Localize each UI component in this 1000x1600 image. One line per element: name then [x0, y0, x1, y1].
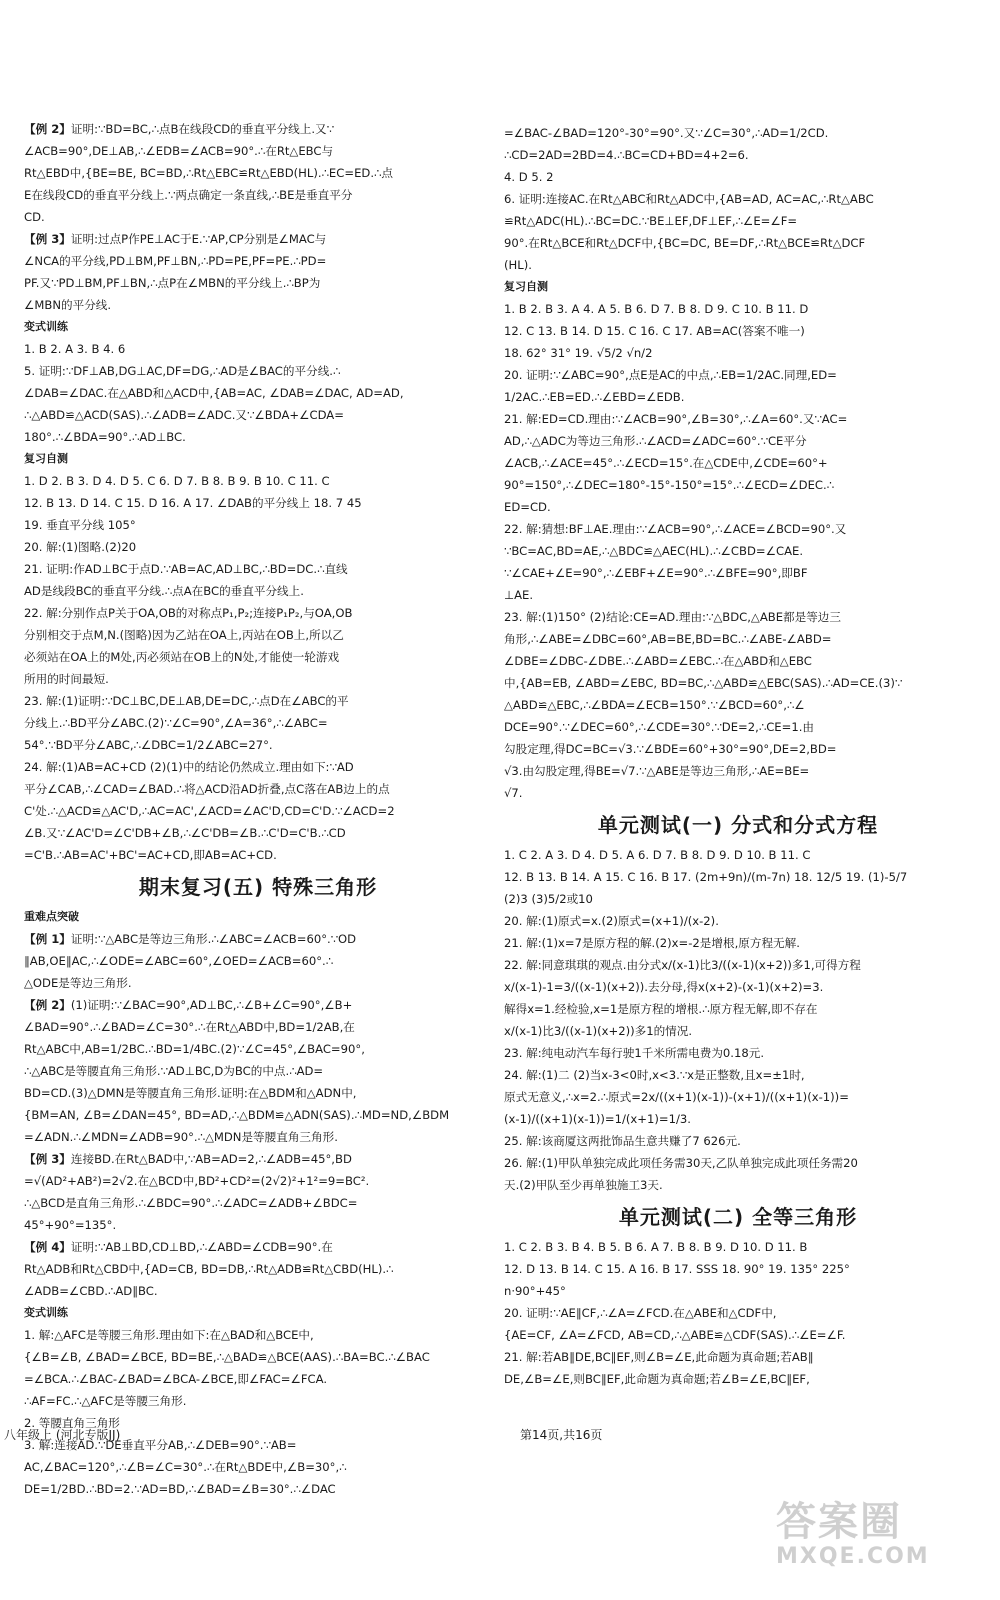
answer-text: △ABD≌△EBC,∴∠BDA=∠ECB=150°.∵∠BCD=60°,∴∠	[504, 698, 805, 712]
answer-text: 连接BD.在Rt△BAD中,∵AB=AD=2,∴∠ADB=45°,BD	[70, 1152, 352, 1166]
answer-text: 22. 解:同意琪琪的观点.由分式x/(x-1)比3/((x-1)(x+2))多1,可得方程	[504, 958, 861, 972]
answer-text: ∴AF=FC.∴△AFC是等腰三角形.	[24, 1394, 187, 1408]
example-label: 【例 3】	[24, 232, 71, 246]
answer-text: 12. D 13. B 14. C 15. A 16. B 17. SSS 18. 90° 19. 135° 225°	[504, 1262, 850, 1276]
answer-line	[24, 778, 492, 800]
answer-text: 必须站在OA上的M处,丙必须站在OB上的N处,才能使一轮游戏	[24, 650, 340, 664]
answer-text: (2)3 (3)5/2或10	[504, 892, 593, 906]
answer-line	[504, 1174, 972, 1196]
answer-text: 证明:∵AB⊥BD,CD⊥BD,∴∠ABD=∠CDB=90°.在	[70, 1240, 333, 1254]
answer-text: 21. 解:ED=CD.理由:∵∠ACB=90°,∠B=30°,∴∠A=60°.又∵AC=	[504, 412, 848, 426]
answer-text: 平分∠CAB,∴∠CAD=∠BAD.∴将△ACD沿AD折叠,点C落在AB边上的点	[24, 782, 390, 796]
answer-line	[24, 1214, 492, 1236]
answer-line	[24, 1060, 492, 1082]
answer-line	[24, 994, 492, 1016]
answer-text: ∴△BCD是直角三角形.∴∠BDC=90°.∴∠ADC=∠ADB+∠BDC=	[24, 1196, 358, 1210]
answer-text: x/(x-1)-1=3/((x-1)(x+2)).去分母,得x(x+2)-(x-1)(x+2)=3.	[504, 980, 824, 994]
answer-line	[24, 140, 492, 162]
answer-line	[24, 228, 492, 250]
answer-text: 12. C 13. B 14. D 15. C 16. C 17. AB=AC(答案不唯一)	[504, 324, 805, 338]
answer-line	[504, 1258, 972, 1280]
answer-text: ∠DAB=∠DAC.在△ABD和△ACD中,{AB=AC, ∠DAB=∠DAC, AD=AD,	[24, 386, 404, 400]
answer-line	[24, 602, 492, 624]
answer-line	[24, 206, 492, 228]
answer-text: =∠ADN.∴∠MDN=∠ADB=90°.∴△MDN是等腰直角三角形.	[24, 1130, 338, 1144]
site-watermark	[776, 1500, 976, 1580]
answer-text: =√(AD²+AB²)=2√2.在△BCD中,BD²+CD²=(2√2)²+1²=9=BC².	[24, 1174, 370, 1188]
answer-text: 24. 解:(1)二 (2)当x-3<0时,x<3.∵x是正整数,且x=±1时,	[504, 1068, 805, 1082]
answer-line	[24, 624, 492, 646]
answer-text: ∠ACB=90°,DE⊥AB,∴∠EDB=∠ACB=90°.∴在Rt△EBC与	[24, 144, 334, 158]
example-label: 【例 4】	[24, 1240, 71, 1254]
answer-text: ∴CD=2AD=2BD=4.∴BC=CD+BD=4+2=6.	[504, 148, 749, 162]
answer-text: AD,∴△ADC为等边三角形.∴∠ACD=∠ADC=60°.∵CE平分	[504, 434, 807, 448]
answer-text: 2. 等腰直角三角形	[24, 1416, 120, 1430]
answer-text: ∠B.又∵∠AC'D=∠C'DB+∠B,∴∠C'DB=∠B.∴C'D=C'B.∴CD	[24, 826, 346, 840]
watermark-site: MXQE.COM	[776, 1544, 930, 1569]
answer-text: ∠ADB=∠CBD.∴AD∥BC.	[24, 1284, 158, 1298]
answer-line	[24, 822, 492, 844]
answer-text: 原式无意义,∴x=2.∴原式=2x/((x+1)(x-1))-(x+1)/((x+1)(x-1))=	[504, 1090, 849, 1104]
answer-line	[504, 844, 972, 866]
answer-text: CD.	[24, 210, 45, 224]
answer-text: 22. 解:猜想:BF⊥AE.理由:∵∠ACB=90°,∴∠ACE=∠BCD=90°.又	[504, 522, 847, 536]
answer-line	[24, 756, 492, 778]
answer-text: ∠DBE=∠DBC-∠DBE.∴∠ABD=∠EBC.∴在△ABD和△EBC	[504, 654, 812, 668]
answer-line	[24, 1390, 492, 1412]
answer-line	[24, 1082, 492, 1104]
answer-line	[24, 404, 492, 426]
answer-line	[24, 492, 492, 514]
answer-line	[504, 254, 972, 276]
answer-line	[504, 976, 972, 998]
answer-text: =∠BAC-∠BAD=120°-30°=90°.又∵∠C=30°,∴AD=1/2CD.	[504, 126, 829, 140]
answer-text: 25. 解:该商厦这两批饰品生意共赚了7 626元.	[504, 1134, 741, 1148]
answer-text: {AE=CF, ∠A=∠FCD, AB=CD,∴△ABE≌△CDF(SAS).∴∠E=∠F.	[504, 1328, 846, 1342]
answer-text: ∥AB,OE∥AC,∴∠ODE=∠ABC=60°,∠OED=∠ACB=60°.∴	[24, 954, 334, 968]
answer-text: 20. 解:(1)原式=x.(2)原式=(x+1)/(x-2).	[504, 914, 719, 928]
answer-text: 勾股定理,得DC=BC=√3.∵∠BDE=60°+30°=90°,DE=2,BD=	[504, 742, 837, 756]
answer-line	[24, 1478, 492, 1500]
answer-text: E在线段CD的垂直平分线上.∵两点确定一条直线,∴BE是垂直平分	[24, 188, 353, 202]
example-label: 【例 3】	[24, 1152, 71, 1166]
answer-line	[24, 536, 492, 558]
answer-line	[24, 184, 492, 206]
answer-line	[504, 1108, 972, 1130]
subsection-label: 复习自测	[24, 452, 68, 465]
answer-text: {∠B=∠B, ∠BAD=∠BCE, BD=BE,∴△BAD≌△BCE(AAS).∴BA=BC.∴∠BAC	[24, 1350, 430, 1364]
answer-text: 分线上.∴BD平分∠ABC.(2)∵∠C=90°,∠A=36°,∴∠ABC=	[24, 716, 328, 730]
answer-text: 1. D 2. B 3. D 4. D 5. C 6. D 7. B 8. B 9. B 10. C 11. C	[24, 474, 330, 488]
answer-text: 4. D 5. 2	[504, 170, 554, 184]
answer-line	[504, 452, 972, 474]
answer-text: Rt△ADB和Rt△CBD中,{AD=CB, BD=DB,∴Rt△ADB≌Rt△CBD(HL).∴	[24, 1262, 394, 1276]
answer-text: 18. 62° 31° 19. √5/2 √n/2	[504, 346, 653, 360]
answer-line	[24, 1038, 492, 1060]
answer-line	[24, 950, 492, 972]
answer-line	[504, 298, 972, 320]
answer-line	[24, 1258, 492, 1280]
answer-line	[24, 800, 492, 822]
answer-text: 90°=150°,∴∠DEC=180°-15°-150°=15°.∴∠ECD=∠DEC.∴	[504, 478, 835, 492]
answer-text: 1/2AC.∴EB=ED.∴∠EBD=∠EDB.	[504, 390, 685, 404]
answer-line	[24, 712, 492, 734]
answer-line	[504, 954, 972, 976]
answer-line	[504, 144, 972, 166]
answer-text: C'处.∴△ACD≌△AC'D,∴AC=AC',∠ACD=∠AC'D,CD=C'D.∵∠ACD=2	[24, 804, 395, 818]
answer-text: 证明:∵BD=BC,∴点B在线段CD的垂直平分线上.又∵	[70, 122, 335, 136]
answer-text: (x-1)/((x+1)(x-1))=1/(x+1)=1/3.	[504, 1112, 691, 1126]
answer-line	[24, 844, 492, 866]
answer-line	[504, 342, 972, 364]
answer-text: 天.(2)甲队至少再单独施工3天.	[504, 1178, 663, 1192]
answer-text: 1. B 2. B 3. A 4. A 5. B 6. D 7. B 8. D 9. C 10. B 11. D	[504, 302, 809, 316]
answer-line	[504, 1236, 972, 1258]
watermark-logo: 答案圈	[776, 1499, 902, 1545]
answer-text: 中,{AB=EB, ∠ABD=∠EBC, BD=BC,∴△ABD≌△EBC(SAS).∴AD=CE.(3)∵	[504, 676, 903, 690]
answer-line	[24, 580, 492, 602]
answer-text: BD=CD.(3)△DMN是等腰直角三角形.证明:在△BDM和△ADN中,	[24, 1086, 357, 1100]
section-heading: 单元测试(一) 分式和分式方程	[597, 813, 879, 837]
answer-line	[504, 540, 972, 562]
answer-text: ED=CD.	[504, 500, 551, 514]
answer-line	[504, 628, 972, 650]
answer-text: 90°.在Rt△BCE和Rt△DCF中,{BC=DC, BE=DF,∴Rt△BCE≌Rt△DCF	[504, 236, 866, 250]
answer-line	[504, 782, 972, 804]
answer-line	[24, 1346, 492, 1368]
answer-text: ∠NCA的平分线,PD⊥BM,PF⊥BN,∴PD=PE,PF=PE.∴PD=	[24, 254, 327, 268]
answer-text: AD是线段BC的垂直平分线.∴点A在BC的垂直平分线上.	[24, 584, 304, 598]
answer-line	[24, 1104, 492, 1126]
answer-text: 12. B 13. B 14. A 15. C 16. B 17. (2m+9n)/(m-7n) 18. 12/5 19. (1)-5/7	[504, 870, 908, 884]
answer-text: AC,∠BAC=120°,∴∠B=∠C=30°.∴在Rt△BDE中,∠B=30°,∴	[24, 1460, 347, 1474]
answer-text: ∴△ABD≌△ACD(SAS).∴∠ADB=∠ADC.又∵∠BDA+∠CDA=	[24, 408, 344, 422]
answer-line	[504, 606, 972, 628]
answer-line	[24, 470, 492, 492]
example-label: 【例 1】	[24, 932, 71, 946]
answer-line	[504, 888, 972, 910]
answer-line	[24, 338, 492, 360]
answer-line	[24, 426, 492, 448]
answer-text: 证明:∵△ABC是等边三角形.∴∠ABC=∠ACB=60°.∵OD	[70, 932, 357, 946]
answer-line	[504, 760, 972, 782]
answer-text: PF.又∵PD⊥BM,PF⊥BN,∴点P在∠MBN的平分线上.∴BP为	[24, 276, 321, 290]
answer-line	[504, 232, 972, 254]
answer-text: 分别相交于点M,N.(图略)因为乙站在OA上,丙站在OB上,所以乙	[24, 628, 344, 642]
answer-text: DE,∠B=∠E,则BC∥EF,此命题为真命题;若∠B=∠E,BC∥EF,	[504, 1372, 810, 1386]
answer-line	[504, 1368, 972, 1390]
right-column	[504, 122, 972, 1390]
answer-text: DCE=90°.∵∠DEC=60°,∴∠CDE=30°.∵DE=2,∴CE=1.由	[504, 720, 815, 734]
answer-line	[504, 1064, 972, 1086]
answer-text: 角形,∴∠ABE=∠DBC=60°,AB=BE,BD=BC.∴∠ABE-∠ABD=	[504, 632, 832, 646]
answer-text: 19. 垂直平分线 105°	[24, 518, 136, 532]
answer-line	[24, 118, 492, 140]
answer-line	[504, 1280, 972, 1302]
answer-line	[504, 320, 972, 342]
answer-text: ∠ACB,∴∠ACE=45°.∴∠ECD=15°.在△CDE中,∠CDE=60°+	[504, 456, 828, 470]
answer-text: ∠BAD=90°.∴∠BAD=∠C=30°.∴在Rt△ABD中,BD=1/2AB,在	[24, 1020, 355, 1034]
section-heading: 期末复习(五) 特殊三角形	[138, 875, 378, 899]
answer-line	[504, 386, 972, 408]
answer-text: 180°.∴∠BDA=90°.∴AD⊥BC.	[24, 430, 186, 444]
answer-text: 20. 证明:∵∠ABC=90°,点E是AC的中点,∴EB=1/2AC.同理,ED=	[504, 368, 837, 382]
answer-line	[504, 408, 972, 430]
answer-text: 54°.∵BD平分∠ABC,∴∠DBC=1/2∠ABC=27°.	[24, 738, 273, 752]
example-label: 【例 2】	[24, 122, 71, 136]
answer-line	[504, 1130, 972, 1152]
answer-text: ∠MBN的平分线.	[24, 298, 112, 312]
answer-line	[504, 672, 972, 694]
answer-text: 20. 证明:∵AE∥CF,∴∠A=∠FCD.在△ABE和△CDF中,	[504, 1306, 777, 1320]
answer-text: 3. 解:连接AD.∵DE垂直平分AB,∴∠DEB=90°.∵AB=	[24, 1438, 297, 1452]
answer-line	[504, 910, 972, 932]
answer-line	[504, 210, 972, 232]
answer-line	[24, 690, 492, 712]
example-label: 【例 2】	[24, 998, 71, 1012]
answer-line	[24, 1192, 492, 1214]
answer-line	[504, 694, 972, 716]
answer-line	[24, 1148, 492, 1170]
answer-line	[24, 558, 492, 580]
answer-text: 1. 解:△AFC是等腰三角形.理由如下:在△BAD和△BCE中,	[24, 1328, 314, 1342]
answer-text: ≌Rt△ADC(HL).∴BC=DC.∵BE⊥EF,DF⊥EF,∴∠E=∠F=	[504, 214, 798, 228]
answer-text: 23. 解:纯电动汽车每行驶1千米所需电费为0.18元.	[504, 1046, 765, 1060]
answer-line	[24, 1126, 492, 1148]
answer-text: (HL).	[504, 258, 532, 272]
answer-text: DE=1/2BD.∴BD=2.∵AD=BD,∴∠BAD=∠B=30°.∴∠DAC	[24, 1482, 336, 1496]
answer-line	[504, 122, 972, 144]
answer-line	[504, 1346, 972, 1368]
answer-line	[504, 650, 972, 672]
answer-text: ∵BC=AC,BD=AE,∴△BDC≌△AEC(HL).∴∠CBD=∠CAE.	[504, 544, 804, 558]
answer-line	[504, 364, 972, 386]
answer-line	[24, 1324, 492, 1346]
answer-line	[24, 162, 492, 184]
answer-text: √3.由勾股定理,得BE=√7.∵△ABE是等边三角形,∴AE=BE=	[504, 764, 810, 778]
answer-line	[24, 1456, 492, 1478]
answer-line	[504, 1042, 972, 1064]
answer-line	[24, 382, 492, 404]
answer-line	[504, 998, 972, 1020]
section-heading: 单元测试(二) 全等三角形	[618, 1205, 858, 1229]
answer-line	[24, 1016, 492, 1038]
answer-line	[504, 518, 972, 540]
subsection-label: 重难点突破	[24, 910, 79, 923]
answer-line	[504, 562, 972, 584]
answer-line	[504, 188, 972, 210]
answer-line	[504, 1302, 972, 1324]
answer-line	[504, 430, 972, 452]
answer-text: △ODE是等边三角形.	[24, 976, 132, 990]
answer-text: 23. 解:(1)150° (2)结论:CE=AD.理由:∵△BDC,△ABE都是等边三	[504, 610, 841, 624]
answer-line	[504, 1324, 972, 1346]
answer-line	[504, 584, 972, 606]
answer-text: {BM=AN, ∠B=∠DAN=45°, BD=AD,∴△BDM≌△ADN(SAS).∴MD=ND,∠BDM	[24, 1108, 450, 1122]
answer-line	[504, 1086, 972, 1108]
answer-text: ⊥AE.	[504, 588, 534, 602]
answer-text: 解得x=1.经检验,x=1是原方程的增根.∴原方程无解,即不存在	[504, 1002, 818, 1016]
answer-line	[504, 932, 972, 954]
answer-line	[504, 738, 972, 760]
answer-line	[24, 250, 492, 272]
answer-line	[504, 474, 972, 496]
answer-line	[24, 360, 492, 382]
answer-line	[504, 1152, 972, 1174]
answer-text: 证明:过点P作PE⊥AC于E.∵AP,CP分别是∠MAC与	[70, 232, 327, 246]
answer-text: n·90°+45°	[504, 1284, 566, 1298]
answer-text: Rt△EBD中,{BE=BE, BC=BD,∴Rt△EBC≌Rt△EBD(HL).∴EC=ED.∴点	[24, 166, 393, 180]
answer-text: 12. B 13. D 14. C 15. D 16. A 17. ∠DAB的平分线上 18. 7 45	[24, 496, 362, 510]
answer-text: 20. 解:(1)图略.(2)20	[24, 540, 137, 554]
answer-line	[24, 514, 492, 536]
answer-text: 1. C 2. A 3. D 4. D 5. A 6. D 7. B 8. D 9. D 10. B 11. C	[504, 848, 811, 862]
answer-text: 26. 解:(1)甲队单独完成此项任务需30天,乙队单独完成此项任务需20	[504, 1156, 858, 1170]
answer-line	[24, 1236, 492, 1258]
answer-text: 23. 解:(1)证明:∵DC⊥BC,DE⊥AB,DE=DC,∴点D在∠ABC的平	[24, 694, 349, 708]
answer-text: ∵∠CAE+∠E=90°,∴∠EBF+∠E=90°.∴∠BFE=90°,即BF	[504, 566, 808, 580]
subsection-label: 复习自测	[504, 280, 548, 293]
footer-grade-edition: 八年级上 (河北专版JJ)	[4, 1428, 121, 1442]
answer-line	[504, 1020, 972, 1042]
subsection-label: 变式训练	[24, 320, 68, 333]
answer-line	[24, 646, 492, 668]
answer-text: 所用的时间最短.	[24, 672, 109, 686]
answer-line	[24, 928, 492, 950]
left-column	[24, 118, 492, 1500]
answer-text: ∴△ABC是等腰直角三角形.∵AD⊥BC,D为BC的中点.∴AD=	[24, 1064, 324, 1078]
answer-text: √7.	[504, 786, 523, 800]
answer-text: (1)证明:∵∠BAC=90°,AD⊥BC,∴∠B+∠C=90°,∠B+	[70, 998, 353, 1012]
subsection-label: 变式训练	[24, 1306, 68, 1319]
answer-line	[24, 734, 492, 756]
answer-line	[504, 166, 972, 188]
answer-text: 5. 证明:∵DF⊥AB,DG⊥AC,DF=DG,∴AD是∠BAC的平分线.∴	[24, 364, 341, 378]
answer-text: 24. 解:(1)AB=AC+CD (2)(1)中的结论仍然成立.理由如下:∵AD	[24, 760, 354, 774]
answer-line	[24, 972, 492, 994]
answer-text: 21. 证明:作AD⊥BC于点D.∵AB=AC,AD⊥BC,∴BD=DC.∴直线	[24, 562, 348, 576]
answer-text: 22. 解:分别作点P关于OA,OB的对称点P₁,P₂;连接P₁P₂,与OA,OB	[24, 606, 353, 620]
answer-text: 45°+90°=135°.	[24, 1218, 117, 1232]
answer-text: =C'B.∴AB=AC'+BC'=AC+CD,即AB=AC+CD.	[24, 848, 277, 862]
answer-text: 1. C 2. B 3. B 4. B 5. B 6. A 7. B 8. B 9. D 10. D 11. B	[504, 1240, 808, 1254]
answer-line	[24, 294, 492, 316]
footer-page-number: 第14页,共16页	[520, 1428, 603, 1442]
answer-line	[24, 272, 492, 294]
answer-line	[504, 866, 972, 888]
answer-text: 21. 解:若AB∥DE,BC∥EF,则∠B=∠E,此命题为真命题;若AB∥	[504, 1350, 814, 1364]
answer-line	[24, 1170, 492, 1192]
answer-line	[504, 496, 972, 518]
answer-text: x/(x-1)比3/((x-1)(x+2))多1的情况.	[504, 1024, 693, 1038]
answer-text: =∠BCA.∴∠BAC-∠BAD=∠BCA-∠BCE,即∠FAC=∠FCA.	[24, 1372, 328, 1386]
answer-text: 1. B 2. A 3. B 4. 6	[24, 342, 126, 356]
answer-text: 21. 解:(1)x=7是原方程的解.(2)x=-2是增根,原方程无解.	[504, 936, 800, 950]
answer-text: 6. 证明:连接AC.在Rt△ABC和Rt△ADC中,{AB=AD, AC=AC,∴Rt△ABC	[504, 192, 874, 206]
answer-line	[24, 1280, 492, 1302]
answer-line	[504, 716, 972, 738]
answer-line	[24, 668, 492, 690]
answer-line	[24, 1368, 492, 1390]
answer-text: Rt△ABC中,AB=1/2BC.∴BD=1/4BC.(2)∵∠C=45°,∠BAC=90°,	[24, 1042, 365, 1056]
